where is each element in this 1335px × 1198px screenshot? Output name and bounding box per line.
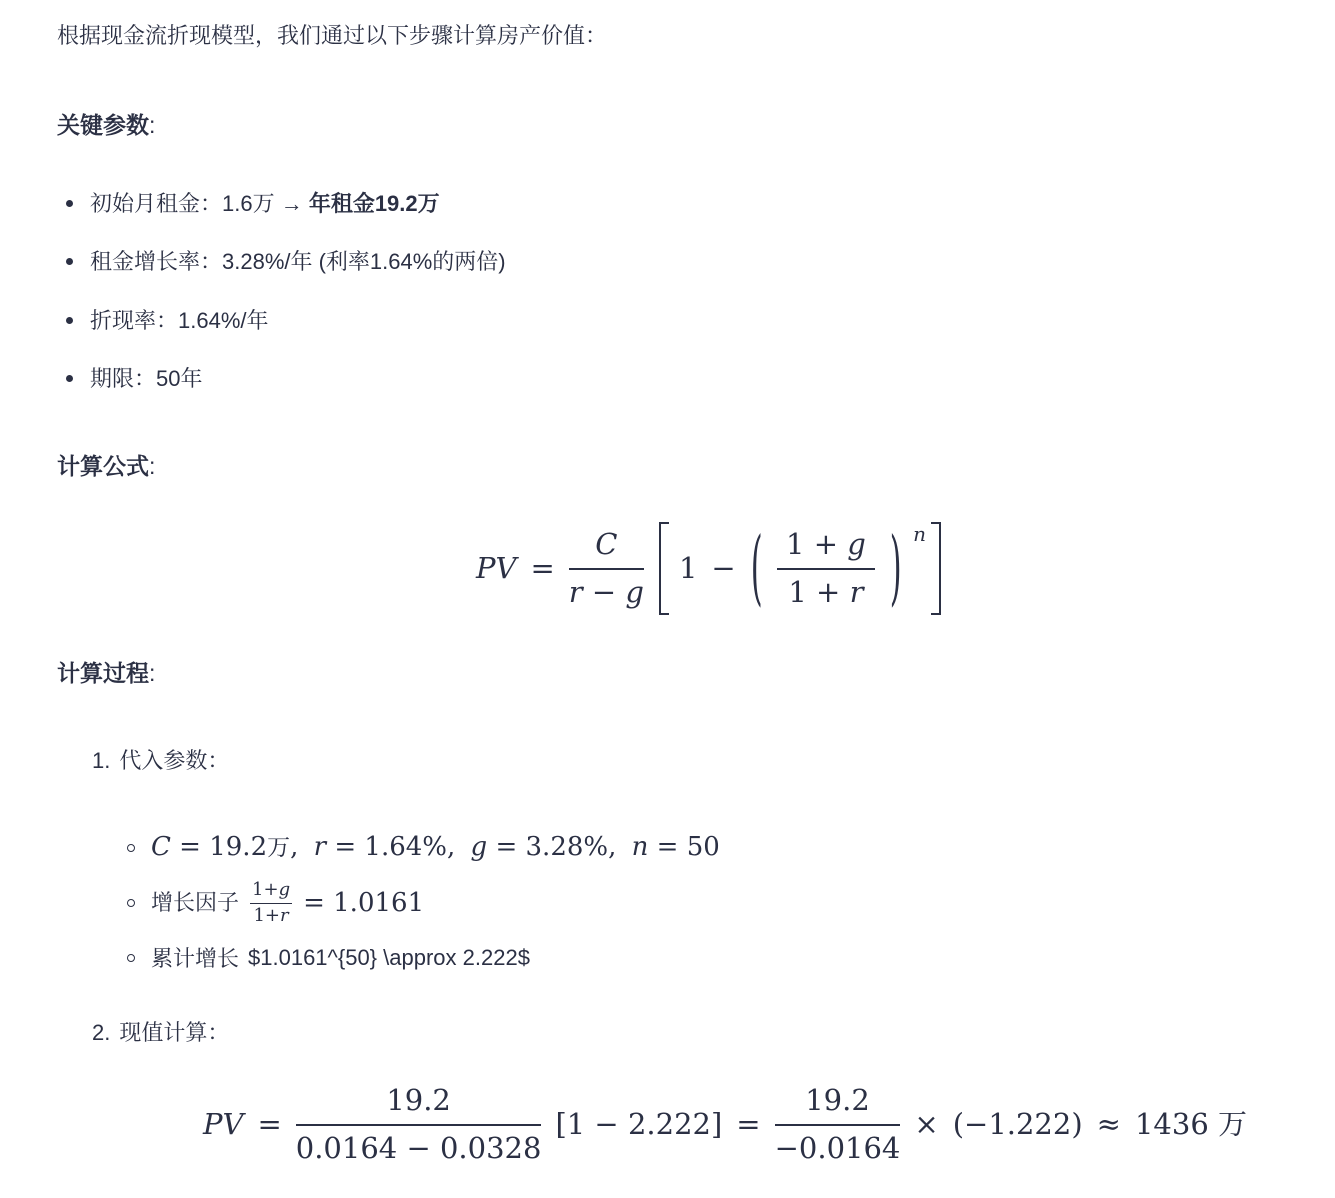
text-token: 万 bbox=[267, 833, 291, 860]
text-token: = 50 bbox=[648, 831, 720, 862]
display-formula-result bbox=[106, 1082, 1335, 1165]
bullet-marker bbox=[66, 258, 73, 265]
latex-literal: $1.0161^{50} \approx 2.222$ bbox=[248, 944, 530, 970]
approx-sign: ≈ bbox=[1096, 1106, 1121, 1141]
text-token: : bbox=[149, 111, 156, 138]
text-token: C bbox=[151, 831, 171, 862]
param-text bbox=[90, 249, 506, 275]
intro-paragraph: 根据现金流折现模型，我们通过以下步骤计算房产价值： bbox=[57, 23, 608, 48]
fraction-numerator: C bbox=[569, 530, 644, 570]
factor-term: (−1.222) bbox=[952, 1106, 1083, 1141]
display-formula-pv bbox=[90, 519, 1328, 615]
left-paren: ( bbox=[750, 519, 763, 615]
text-token: 初始月租金：1.6万 → bbox=[90, 191, 309, 217]
substep-growth-factor bbox=[127, 878, 1295, 927]
growth-factor-label: 增长因子 bbox=[151, 890, 240, 916]
text-token: 计算公式 bbox=[57, 452, 149, 479]
text-token: = 1.64% bbox=[326, 831, 448, 862]
param-text bbox=[90, 366, 202, 392]
step-number: 2. bbox=[92, 1020, 111, 1046]
step-1-substitute-params bbox=[92, 746, 1295, 776]
circle-marker bbox=[127, 954, 135, 962]
circle-marker bbox=[127, 844, 135, 852]
right-square-bracket bbox=[931, 522, 941, 615]
step-label: 现值计算： bbox=[119, 1020, 230, 1046]
inner-fraction-numerator bbox=[777, 526, 875, 570]
variable-g: g bbox=[278, 878, 291, 900]
minus-sign: − bbox=[711, 550, 736, 585]
text-token: : bbox=[149, 452, 156, 479]
paren-group bbox=[743, 519, 928, 615]
exponent-n: n bbox=[913, 521, 927, 546]
fraction-c-over-r-minus-g bbox=[568, 526, 644, 609]
substep-substitution bbox=[127, 831, 1295, 865]
text-token: n bbox=[631, 831, 649, 862]
fraction-numerator: 19.2 bbox=[296, 1086, 542, 1126]
fraction-rate-difference bbox=[295, 1082, 542, 1165]
text-token: = 19.2 bbox=[170, 831, 268, 862]
left-square-bracket bbox=[659, 522, 669, 615]
equals-sign: = bbox=[530, 550, 555, 585]
equals-sign: = bbox=[736, 1106, 761, 1141]
circle-marker bbox=[127, 899, 135, 907]
params-list bbox=[57, 191, 1295, 393]
text-token: , bbox=[447, 831, 464, 862]
inline-fraction-numerator bbox=[250, 878, 292, 905]
bullet-marker bbox=[66, 200, 73, 207]
variable-r: r bbox=[280, 905, 289, 927]
variable-g: g bbox=[847, 526, 866, 561]
inline-fraction-denominator bbox=[250, 904, 292, 926]
text-token: , bbox=[608, 831, 625, 862]
text-token: 租金增长率：3.28%/年 (利率1.64%的两倍) bbox=[90, 249, 506, 275]
bullet-marker bbox=[66, 317, 73, 324]
text-token: 年租金19.2万 bbox=[308, 191, 440, 217]
text-token: 计算过程 bbox=[57, 659, 149, 686]
section-heading-process bbox=[57, 657, 1295, 689]
text-token: 折现率：1.64%/年 bbox=[90, 307, 269, 333]
num-prefix: 1+ bbox=[252, 878, 279, 900]
param-item-growth-rate bbox=[57, 249, 1295, 275]
text-token: r bbox=[313, 831, 327, 862]
fraction-denominator: 0.0164 − 0.0328 bbox=[295, 1130, 542, 1165]
den-prefix: 1+ bbox=[253, 905, 281, 927]
text-token: = 3.28% bbox=[487, 831, 609, 862]
step-2-present-value bbox=[92, 1018, 1295, 1048]
fraction-denominator: −0.0164 bbox=[774, 1130, 901, 1165]
step-label: 代入参数： bbox=[119, 748, 230, 774]
param-text bbox=[90, 191, 440, 217]
inner-fraction-denominator bbox=[777, 570, 875, 607]
variable-r: r bbox=[849, 574, 864, 609]
bracket-term: [1 − 2.222] bbox=[555, 1106, 723, 1141]
step-number: 1. bbox=[92, 748, 111, 774]
text-token: 期限：50年 bbox=[90, 366, 203, 392]
fraction-denominator: r − g bbox=[568, 574, 644, 609]
right-paren: ) bbox=[889, 519, 902, 615]
substep-cumulative-growth bbox=[127, 942, 1295, 973]
cumulative-label: 累计增长 bbox=[151, 946, 240, 972]
param-text bbox=[90, 308, 269, 334]
growth-factor-result: = 1.0161 bbox=[303, 888, 425, 919]
section-heading-formula bbox=[57, 450, 1295, 482]
text-token: g bbox=[470, 831, 488, 862]
param-item-term bbox=[57, 366, 1295, 392]
substeps-list bbox=[127, 831, 1295, 974]
one-term: 1 bbox=[678, 550, 698, 585]
den-prefix: 1 + bbox=[788, 574, 850, 609]
text-token: , bbox=[290, 831, 307, 862]
result-value: 1436 万 bbox=[1134, 1106, 1247, 1141]
pv-term: PV bbox=[202, 1106, 244, 1141]
equals-sign: = bbox=[257, 1106, 282, 1141]
section-heading-params bbox=[57, 109, 1295, 141]
pv-term: PV bbox=[475, 550, 517, 585]
num-prefix: 1 + bbox=[786, 526, 848, 561]
text-token: : bbox=[149, 659, 156, 686]
inner-fraction bbox=[777, 526, 875, 609]
param-item-discount-rate bbox=[57, 308, 1295, 334]
param-item-initial-rent bbox=[57, 191, 1295, 217]
text-token: 关键参数 bbox=[57, 111, 149, 138]
times-sign: × bbox=[914, 1106, 939, 1141]
fraction-numerator: 19.2 bbox=[775, 1086, 901, 1126]
fraction-negative-rate bbox=[774, 1082, 901, 1165]
substitution-math bbox=[151, 831, 720, 865]
bullet-marker bbox=[66, 375, 73, 382]
inline-fraction bbox=[250, 878, 292, 927]
